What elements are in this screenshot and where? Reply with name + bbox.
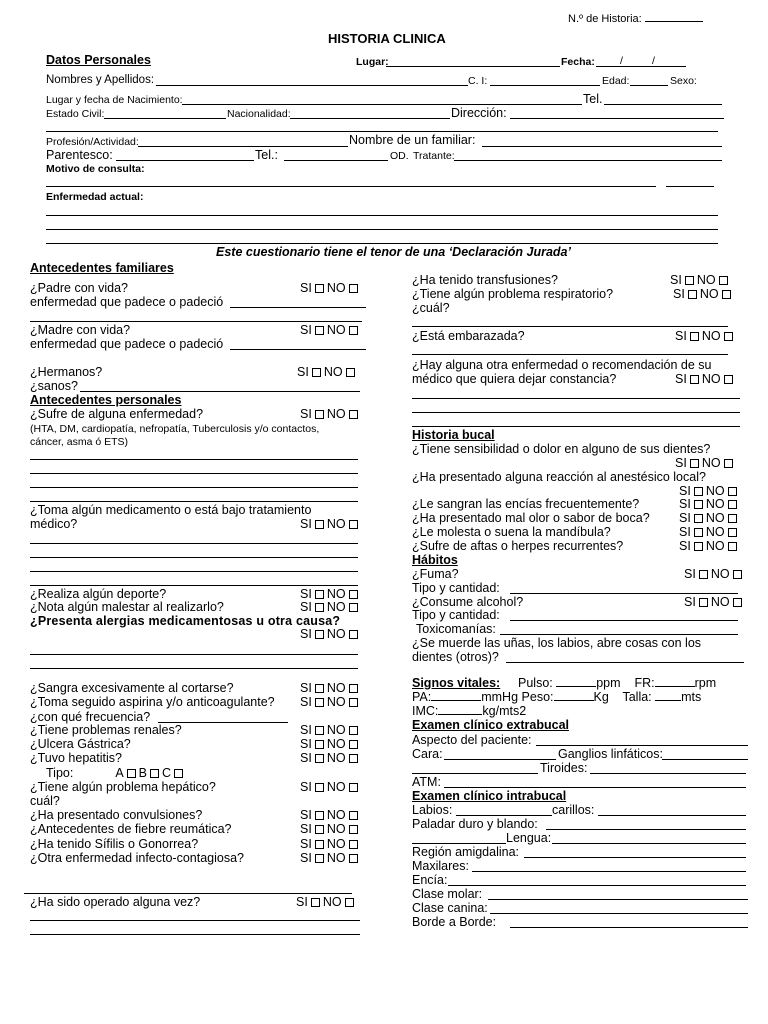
- respiratorio-no-checkbox[interactable]: [722, 290, 731, 299]
- anestesico-no-checkbox[interactable]: [728, 487, 737, 496]
- madre-no-checkbox[interactable]: [349, 326, 358, 335]
- hermanos-si-checkbox[interactable]: [312, 368, 321, 377]
- padre-no-checkbox[interactable]: [349, 284, 358, 293]
- operado-line-1[interactable]: [30, 920, 360, 921]
- enfermedad-line-1[interactable]: [46, 215, 718, 216]
- convulsiones-no-checkbox[interactable]: [349, 811, 358, 820]
- edad-label: Edad:: [602, 75, 630, 87]
- sufre-detail-2: cáncer, asma ó ETS): [30, 436, 129, 448]
- sufre-line-2[interactable]: [30, 473, 358, 474]
- enfermedad-line-3[interactable]: [46, 243, 718, 244]
- fuma-options[interactable]: SI NO: [684, 567, 745, 581]
- operado-si-checkbox[interactable]: [311, 898, 320, 907]
- padre-extra-line[interactable]: [30, 321, 362, 322]
- deporte-options[interactable]: SI NO: [300, 587, 361, 601]
- encias-question: ¿Le sangran las encías frecuentemente?: [412, 497, 640, 511]
- hepatico-no-checkbox[interactable]: [349, 783, 358, 792]
- direccion-field[interactable]: [510, 118, 724, 119]
- fecha-sep-2: /: [652, 55, 655, 67]
- embarazada-options[interactable]: SI NO: [675, 329, 736, 343]
- renales-no-checkbox[interactable]: [349, 726, 358, 735]
- operado-line-2[interactable]: [30, 934, 360, 935]
- ulcera-question: ¿Ulcera Gástrica?: [30, 737, 131, 751]
- respiratorio-cual: ¿cuál?: [412, 301, 450, 315]
- clase-molar-label: Clase molar:: [412, 887, 483, 901]
- toxicomanias-field[interactable]: [500, 634, 738, 635]
- transfusiones-question: ¿Ha tenido transfusiones?: [412, 273, 558, 287]
- alcohol-question: ¿Consume alcohol?: [412, 595, 524, 609]
- alcohol-tipo-cantidad-field[interactable]: [510, 620, 738, 621]
- aspirina-question: ¿Toma seguido aspirina y/o anticoagulante?: [30, 695, 275, 709]
- hepatico-si-checkbox[interactable]: [315, 783, 324, 792]
- enfermedad-line-2[interactable]: [46, 229, 718, 230]
- malestar-options[interactable]: SI NO: [300, 600, 361, 614]
- encias-no-checkbox[interactable]: [728, 500, 737, 509]
- hepatico-options[interactable]: SI NO: [300, 780, 361, 794]
- transfusiones-no-checkbox[interactable]: [719, 276, 728, 285]
- nacionalidad-label: Nacionalidad:: [227, 108, 291, 120]
- amigdalina-label: Región amigdalina:: [412, 845, 520, 859]
- section-antecedentes-personales: Antecedentes personales: [30, 393, 182, 407]
- lengua-label: Lengua:: [506, 831, 552, 845]
- maxilares-field[interactable]: [472, 871, 746, 872]
- section-historia-bucal: Historia bucal: [412, 428, 495, 442]
- otra-question-1: ¿Hay alguna otra enfermedad o recomendación de su: [412, 358, 712, 372]
- parentesco-field[interactable]: [116, 160, 254, 161]
- alergias-question: ¿Presenta alergias medicamentosas u otra causa?: [30, 614, 341, 628]
- embarazada-question: ¿Está embarazada?: [412, 329, 525, 343]
- operado-options[interactable]: SI NO: [296, 895, 357, 909]
- aftas-si-checkbox[interactable]: [694, 542, 703, 551]
- operado-no-checkbox[interactable]: [345, 898, 354, 907]
- form-title: HISTORIA CLINICA: [328, 31, 446, 46]
- encias-si-checkbox[interactable]: [694, 500, 703, 509]
- atm-label: ATM:: [412, 775, 441, 789]
- malestar-question: ¿Nota algún malestar al realizarlo?: [30, 600, 224, 614]
- clase-molar-field[interactable]: [488, 899, 748, 900]
- borde-label: Borde a Borde:: [412, 915, 497, 929]
- medicamento-question-1: ¿Toma algún medicamento o está bajo tratamiento: [30, 503, 312, 517]
- respiratorio-line[interactable]: [412, 326, 728, 327]
- lugar-label: Lugar:: [356, 56, 389, 68]
- clase-canina-label: Clase canina:: [412, 901, 488, 915]
- ganglios-label: Ganglios linfáticos:: [558, 747, 663, 761]
- lugar-field[interactable]: [386, 66, 560, 67]
- hermanos-options[interactable]: SI NO: [297, 365, 358, 379]
- infecto-no-checkbox[interactable]: [349, 854, 358, 863]
- fecha-field[interactable]: [596, 66, 686, 67]
- medicamento-line-3[interactable]: [30, 571, 358, 572]
- sexo-label: Sexo:: [670, 75, 697, 87]
- sifilis-si-checkbox[interactable]: [315, 840, 324, 849]
- sifilis-options[interactable]: SI NO: [300, 837, 361, 851]
- motivo-line-1[interactable]: [46, 186, 656, 187]
- ci-field[interactable]: [490, 85, 600, 86]
- fiebre-si-checkbox[interactable]: [315, 825, 324, 834]
- unas-question-2: dientes (otros)?: [412, 650, 499, 664]
- history-number-label: N.º de Historia:: [568, 12, 703, 26]
- lengua-field[interactable]: [552, 843, 746, 844]
- padre-question: ¿Padre con vida?: [30, 281, 128, 295]
- hepatitis-tipo[interactable]: Tipo: A B C: [46, 766, 186, 780]
- sufre-detail-1: (HTA, DM, cardiopatía, nefropatía, Tuberculosis y/o contactos,: [30, 423, 320, 435]
- sanos-question: ¿sanos?: [30, 379, 78, 393]
- alergias-options[interactable]: SI NO: [300, 627, 361, 641]
- tiroides-label: Tiroides:: [540, 761, 588, 775]
- separator-line-1: [46, 131, 718, 132]
- ganglios-field[interactable]: [662, 759, 748, 760]
- respiratorio-si-checkbox[interactable]: [688, 290, 697, 299]
- hepatico-cual: cuál?: [30, 794, 60, 808]
- sufre-line-4[interactable]: [30, 501, 358, 502]
- anestesico-si-checkbox[interactable]: [694, 487, 703, 496]
- section-intrabucal: Examen clínico intrabucal: [412, 789, 567, 803]
- motivo-consulta-label: Motivo de consulta:: [46, 163, 145, 175]
- fiebre-question: ¿Antecedentes de fiebre reumática?: [30, 822, 232, 836]
- fuma-no-checkbox[interactable]: [733, 570, 742, 579]
- section-signos-vitales: Signos vitales:: [412, 676, 501, 690]
- transfusiones-options[interactable]: SI NO: [670, 273, 731, 287]
- anestesico-options[interactable]: SI NO: [679, 484, 740, 498]
- sufre-question: ¿Sufre de alguna enfermedad?: [30, 407, 204, 421]
- hepatitis-si-checkbox[interactable]: [315, 754, 324, 763]
- otra-line-1[interactable]: [412, 398, 740, 399]
- tel2-field[interactable]: [284, 160, 388, 161]
- unas-field[interactable]: [506, 662, 744, 663]
- alcohol-no-checkbox[interactable]: [733, 598, 742, 607]
- estado-civil-field[interactable]: [104, 118, 226, 119]
- sufre-no-checkbox[interactable]: [349, 410, 358, 419]
- nombres-field[interactable]: [156, 85, 468, 86]
- madre-enfermedad: enfermedad que padece o padeció: [30, 337, 224, 351]
- medicamento-options[interactable]: SI NO: [300, 517, 361, 531]
- hepatitis-options[interactable]: SI NO: [300, 751, 361, 765]
- padre-enfermedad: enfermedad que padece o padeció: [30, 295, 224, 309]
- anestesico-question: ¿Ha presentado alguna reacción al anestésico local?: [412, 470, 706, 484]
- od-label: OD.: [390, 150, 409, 162]
- aftas-question: ¿Sufre de aftas o herpes recurrentes?: [412, 539, 624, 553]
- alergias-si-checkbox[interactable]: [315, 630, 324, 639]
- imc-row[interactable]: IMC: kg/mts2: [412, 704, 527, 718]
- tratante-field[interactable]: [454, 160, 722, 161]
- direccion-label: Dirección:: [451, 106, 507, 120]
- alergias-no-checkbox[interactable]: [349, 630, 358, 639]
- tratante-label: Tratante:: [413, 150, 455, 162]
- deporte-si-checkbox[interactable]: [315, 590, 324, 599]
- renales-options[interactable]: SI NO: [300, 723, 361, 737]
- mandibula-options[interactable]: SI NO: [679, 525, 740, 539]
- profesion-label: Profesión/Actividad:: [46, 136, 139, 148]
- fuma-tipo-cantidad: Tipo y cantidad:: [412, 581, 500, 595]
- fiebre-options[interactable]: SI NO: [300, 822, 361, 836]
- renales-si-checkbox[interactable]: [315, 726, 324, 735]
- paladar-label: Paladar duro y blando:: [412, 817, 538, 831]
- respiratorio-question: ¿Tiene algún problema respiratorio?: [412, 287, 614, 301]
- madre-si-checkbox[interactable]: [315, 326, 324, 335]
- nombres-label: Nombres y Apellidos:: [46, 74, 155, 86]
- profesion-field[interactable]: [138, 146, 348, 147]
- nacionalidad-field[interactable]: [290, 118, 450, 119]
- infecto-line[interactable]: [24, 893, 352, 894]
- nombre-familiar-label: Nombre de un familiar:: [349, 133, 476, 147]
- tipo-a-checkbox[interactable]: [127, 769, 136, 778]
- paladar-field[interactable]: [546, 829, 746, 830]
- ulcera-no-checkbox[interactable]: [349, 740, 358, 749]
- tipo-c-checkbox[interactable]: [174, 769, 183, 778]
- infecto-options[interactable]: SI NO: [300, 851, 361, 865]
- embarazada-line[interactable]: [412, 354, 728, 355]
- unas-question-1: ¿Se muerde las uñas, los labios, abre cosas con los: [412, 636, 702, 650]
- mandibula-si-checkbox[interactable]: [694, 528, 703, 537]
- lengua-pre-line[interactable]: [412, 843, 506, 844]
- labios-label: Labios:: [412, 803, 453, 817]
- section-datos-personales: Datos Personales: [46, 53, 151, 67]
- frecuencia-question: ¿con qué frecuencia?: [30, 710, 151, 724]
- aftas-options[interactable]: SI NO: [679, 539, 740, 553]
- alcohol-si-checkbox[interactable]: [699, 598, 708, 607]
- medicamento-question-2: médico?: [30, 517, 78, 531]
- aspecto-field[interactable]: [536, 745, 748, 746]
- sufre-line-3[interactable]: [30, 487, 358, 488]
- malestar-no-checkbox[interactable]: [349, 603, 358, 612]
- malestar-si-checkbox[interactable]: [315, 603, 324, 612]
- tel-label: Tel.: [583, 92, 603, 106]
- mandibula-question: ¿Le molesta o suena la mandíbula?: [412, 525, 611, 539]
- deporte-question: ¿Realiza algún deporte?: [30, 587, 167, 601]
- otra-line-2[interactable]: [412, 412, 740, 413]
- hermanos-question: ¿Hermanos?: [30, 365, 103, 379]
- maxilares-label: Maxilares:: [412, 859, 469, 873]
- nombre-familiar-field[interactable]: [482, 146, 722, 147]
- pulso-fr-row[interactable]: Pulso: ppm FR: rpm: [518, 676, 717, 690]
- medicamento-line-4[interactable]: [30, 585, 358, 586]
- section-extrabucal: Examen clínico extrabucal: [412, 718, 570, 732]
- aspecto-label: Aspecto del paciente:: [412, 733, 532, 747]
- renales-question: ¿Tiene problemas renales?: [30, 723, 182, 737]
- padre-options[interactable]: SI NO: [300, 281, 361, 295]
- toxicomanias-label: Toxicomanías:: [416, 622, 496, 636]
- madre-options[interactable]: SI NO: [300, 323, 361, 337]
- cara-label: Cara:: [412, 747, 443, 761]
- sufre-si-checkbox[interactable]: [315, 410, 324, 419]
- convulsiones-question: ¿Ha presentado convulsiones?: [30, 808, 203, 822]
- borde-field[interactable]: [510, 927, 748, 928]
- carillos-field[interactable]: [598, 815, 746, 816]
- tipo-b-checkbox[interactable]: [150, 769, 159, 778]
- alcohol-tipo-cantidad: Tipo y cantidad:: [412, 608, 500, 622]
- medicamento-line-2[interactable]: [30, 557, 358, 558]
- otra-no-checkbox[interactable]: [724, 375, 733, 384]
- otra-line-3[interactable]: [412, 426, 740, 427]
- madre-enfermedad-field[interactable]: [230, 349, 366, 350]
- mal-olor-question: ¿Ha presentado mal olor o sabor de boca?: [412, 511, 650, 525]
- tel2-label: Tel.:: [255, 148, 278, 162]
- fecha-label: Fecha:: [561, 56, 595, 68]
- encia-field[interactable]: [448, 885, 746, 886]
- deporte-no-checkbox[interactable]: [349, 590, 358, 599]
- sensibilidad-si-checkbox[interactable]: [690, 459, 699, 468]
- section-habitos: Hábitos: [412, 553, 458, 567]
- mal-olor-options[interactable]: SI NO: [679, 511, 740, 525]
- atm-field[interactable]: [444, 787, 746, 788]
- motivo-line-2[interactable]: [666, 186, 714, 187]
- aftas-no-checkbox[interactable]: [728, 542, 737, 551]
- convulsiones-si-checkbox[interactable]: [315, 811, 324, 820]
- alergias-line-2[interactable]: [30, 668, 358, 669]
- aspirina-si-checkbox[interactable]: [315, 698, 324, 707]
- otra-options[interactable]: SI NO: [675, 372, 736, 386]
- operado-question: ¿Ha sido operado alguna vez?: [30, 895, 201, 909]
- lugar-nacimiento-field[interactable]: [182, 104, 582, 105]
- medicamento-line-1[interactable]: [30, 543, 358, 544]
- pa-peso-talla-row[interactable]: PA: mmHg Peso: Kg Talla: mts: [412, 690, 702, 704]
- sensibilidad-options[interactable]: SI NO: [675, 456, 736, 470]
- padre-enfermedad-field[interactable]: [230, 307, 366, 308]
- declaracion-jurada: Este cuestionario tiene el tenor de una ‘Declaración Jurada’: [216, 245, 571, 259]
- tiroides-pre-line[interactable]: [412, 773, 538, 774]
- sangra-options[interactable]: SI NO: [300, 681, 361, 695]
- amigdalina-field[interactable]: [524, 857, 746, 858]
- tiroides-field[interactable]: [590, 773, 746, 774]
- fuma-question: ¿Fuma?: [412, 567, 459, 581]
- otra-question-2: médico que quiera dejar constancia?: [412, 372, 617, 386]
- madre-question: ¿Madre con vida?: [30, 323, 131, 337]
- hepatitis-no-checkbox[interactable]: [349, 754, 358, 763]
- sangra-si-checkbox[interactable]: [315, 684, 324, 693]
- estado-civil-label: Estado Civil:: [46, 108, 105, 120]
- aspirina-options[interactable]: SI NO: [300, 695, 361, 709]
- sufre-line-1[interactable]: [30, 459, 358, 460]
- hermanos-no-checkbox[interactable]: [346, 368, 355, 377]
- fuma-si-checkbox[interactable]: [699, 570, 708, 579]
- labios-field[interactable]: [456, 815, 552, 816]
- clase-canina-field[interactable]: [490, 913, 748, 914]
- sanos-field[interactable]: [80, 391, 360, 392]
- section-antecedentes-familiares: Antecedentes familiares: [30, 261, 174, 275]
- transfusiones-si-checkbox[interactable]: [685, 276, 694, 285]
- aspirina-no-checkbox[interactable]: [349, 698, 358, 707]
- sufre-options[interactable]: SI NO: [300, 407, 361, 421]
- respiratorio-options[interactable]: SI NO: [673, 287, 734, 301]
- parentesco-label: Parentesco:: [46, 148, 113, 162]
- mal-olor-no-checkbox[interactable]: [728, 514, 737, 523]
- ulcera-si-checkbox[interactable]: [315, 740, 324, 749]
- otra-si-checkbox[interactable]: [690, 375, 699, 384]
- alcohol-options[interactable]: SI NO: [684, 595, 745, 609]
- infecto-si-checkbox[interactable]: [315, 854, 324, 863]
- enfermedad-actual-label: Enfermedad actual:: [46, 191, 144, 203]
- hepatitis-question: ¿Tuvo hepatitis?: [30, 751, 122, 765]
- encia-label: Encía:: [412, 873, 448, 887]
- tel-field[interactable]: [604, 104, 722, 105]
- hepatico-question: ¿Tiene algún problema hepático?: [30, 780, 216, 794]
- fecha-sep-1: /: [620, 55, 623, 67]
- ci-label: C. I:: [468, 75, 488, 87]
- embarazada-no-checkbox[interactable]: [724, 332, 733, 341]
- mal-olor-si-checkbox[interactable]: [694, 514, 703, 523]
- medicamento-no-checkbox[interactable]: [349, 520, 358, 529]
- medicamento-si-checkbox[interactable]: [315, 520, 324, 529]
- carillos-label: carillos:: [552, 803, 595, 817]
- edad-field[interactable]: [630, 85, 668, 86]
- mandibula-no-checkbox[interactable]: [728, 528, 737, 537]
- padre-si-checkbox[interactable]: [315, 284, 324, 293]
- infecto-question: ¿Otra enfermedad infecto-contagiosa?: [30, 851, 245, 865]
- sangra-question: ¿Sangra excesivamente al cortarse?: [30, 681, 234, 695]
- fiebre-no-checkbox[interactable]: [349, 825, 358, 834]
- fuma-tipo-cantidad-field[interactable]: [510, 593, 738, 594]
- embarazada-si-checkbox[interactable]: [690, 332, 699, 341]
- encias-options[interactable]: SI NO: [679, 497, 740, 511]
- alergias-line-1[interactable]: [30, 654, 358, 655]
- lugar-nacimiento-label: Lugar y fecha de Nacimiento:: [46, 94, 183, 106]
- sangra-no-checkbox[interactable]: [349, 684, 358, 693]
- sensibilidad-no-checkbox[interactable]: [724, 459, 733, 468]
- convulsiones-options[interactable]: SI NO: [300, 808, 361, 822]
- sifilis-question: ¿Ha tenido Sífilis o Gonorrea?: [30, 837, 199, 851]
- ulcera-options[interactable]: SI NO: [300, 737, 361, 751]
- sifilis-no-checkbox[interactable]: [349, 840, 358, 849]
- sensibilidad-question: ¿Tiene sensibilidad o dolor en alguno de sus dientes?: [412, 442, 711, 456]
- cara-field[interactable]: [444, 759, 556, 760]
